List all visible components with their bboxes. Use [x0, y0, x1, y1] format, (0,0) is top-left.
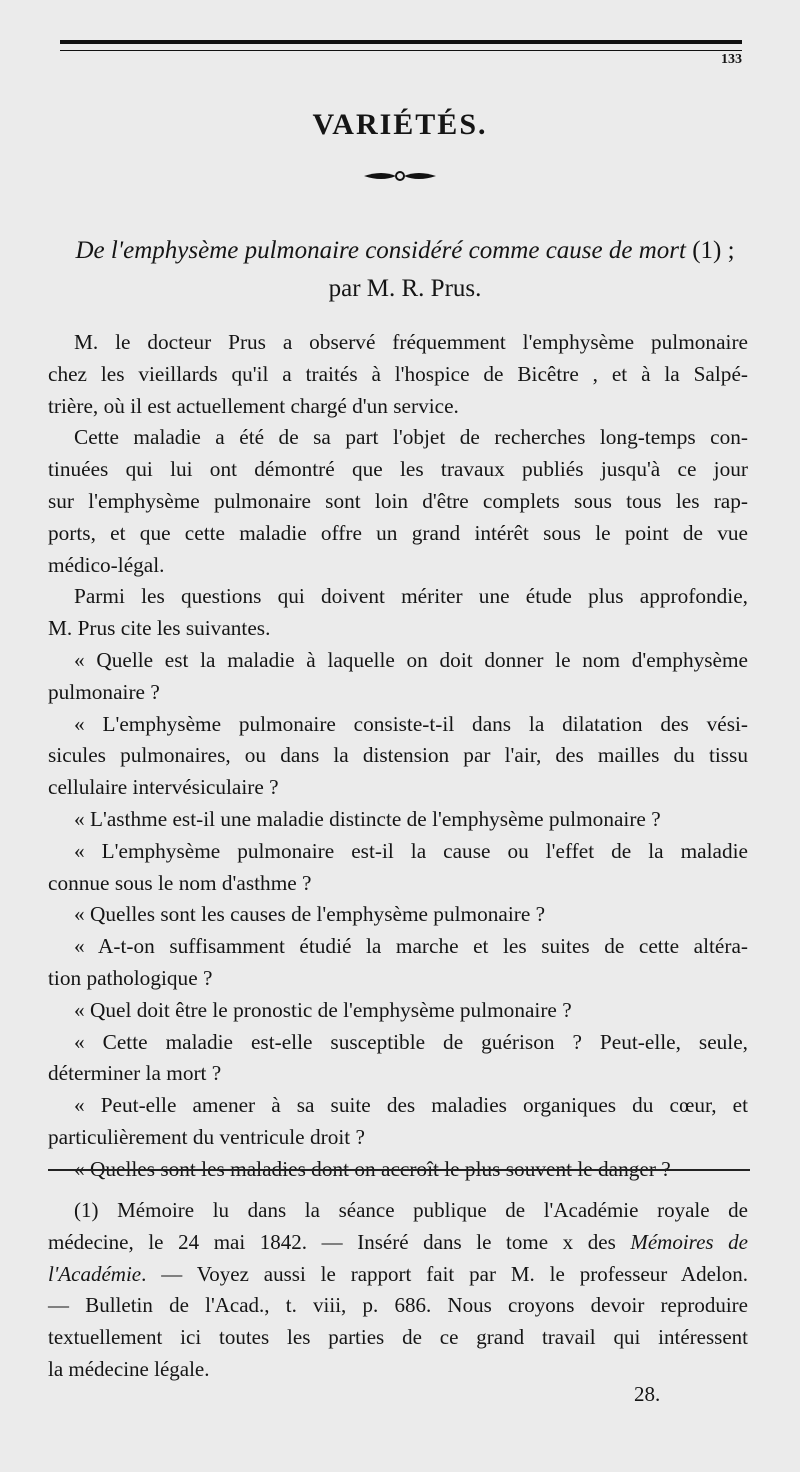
paragraph-line: M. Prus cite les suivantes. — [48, 616, 271, 641]
paragraph-line: sur l'emphysème pulmonaire sont loin d'être complets sous tous les rap- — [48, 488, 748, 513]
page-number: 28. — [634, 1382, 661, 1406]
header-thin-rule — [60, 50, 742, 51]
paragraph-line: déterminer la mort ? — [48, 1061, 222, 1086]
paragraph-line: « L'emphysème pulmonaire est-il la cause ou l'effet de la maladie — [74, 838, 748, 863]
paragraph-line: « L'emphysème pulmonaire consiste-t-il dans la dilatation des vési- — [74, 711, 748, 736]
section-title: VARIÉTÉS. — [312, 108, 488, 141]
footnote-line: (1) Mémoire lu dans la séance publique de l'Académie royale de — [74, 1198, 748, 1222]
article-title-author: (1) ; par M. R. Prus. — [328, 237, 735, 302]
paragraph-line: M. le docteur Prus a observé fréquemment l'emphysème pulmonaire — [74, 330, 748, 354]
paragraph-line: « Quelles sont les causes de l'emphysème pulmonaire ? — [74, 902, 546, 927]
article-title — [60, 232, 750, 308]
footnote-line: la médecine légale. — [48, 1356, 210, 1381]
ornament-icon — [362, 168, 438, 184]
paragraph-line: « Quelles sont les maladies dont on accroît le plus souvent le danger ? — [74, 1156, 671, 1181]
paragraph-line: trière, où il est actuellement chargé d'un service. — [48, 393, 459, 418]
footnote-line: l'Académie. — Voyez aussi le rapport fait par M. le professeur Adelon. — [48, 1261, 748, 1286]
paragraph-line: « Peut-elle amener à sa suite des maladies organiques du cœur, et — [74, 1093, 748, 1118]
paragraph-line: « L'asthme est-il une maladie distincte de l'emphysème pulmonaire ? — [74, 806, 661, 831]
paragraph-line: pulmonaire ? — [48, 679, 160, 704]
paragraph-line: connue sous le nom d'asthme ? — [48, 870, 312, 895]
paragraph-line: chez les vieillards qu'il a traités à l'hospice de Bicêtre , et à la Salpé- — [48, 361, 748, 386]
paragraph-line: tion pathologique ? — [48, 965, 213, 990]
paragraph-line: « A-t-on suffisamment étudié la marche et les suites de cette altéra- — [74, 934, 748, 959]
header-thick-rule — [60, 40, 742, 44]
article-title-italic: De l'emphysème pulmonaire considéré comme cause de mort — [75, 237, 686, 264]
footnote-separator — [48, 1169, 750, 1171]
paragraph-line: sicules pulmonaires, ou dans la distension par l'air, des mailles du tissu — [48, 743, 748, 768]
footnote — [48, 1195, 748, 1386]
paragraph-line: médico-légal. — [48, 552, 165, 577]
footnote-line: textuellement ici toutes les parties de ce grand travail qui intéressent — [48, 1325, 748, 1350]
paragraph-line: « Cette maladie est-elle susceptible de guérison ? Peut-elle, seule, — [74, 1029, 748, 1054]
footnote-line: — Bulletin de l'Acad., t. viii, p. 686. Nous croyons devoir reproduire — [48, 1293, 748, 1318]
paragraph-line: tinuées qui lui ont démontré que les travaux publiés jusqu'à ce jour — [48, 457, 748, 482]
paragraph-line: « Quelle est la maladie à laquelle on doit donner le nom d'emphysème — [74, 647, 748, 672]
paragraph-line: particulièrement du ventricule droit ? — [48, 1124, 365, 1149]
paragraph-line: Cette maladie a été de sa part l'objet de recherches long-temps con- — [74, 425, 748, 450]
paragraph-line: Parmi les questions qui doivent mériter une étude plus approfondie, — [74, 584, 748, 609]
paragraph-line: « Quel doit être le pronostic de l'emphysème pulmonaire ? — [74, 997, 572, 1022]
article-body — [48, 327, 748, 1186]
footnote-line: médecine, le 24 mai 1842. — Inséré dans le tome x des Mémoires de — [48, 1229, 748, 1254]
paragraph-line: cellulaire intervésiculaire ? — [48, 775, 279, 800]
paragraph-line: ports, et que cette maladie offre un grand intérêt sous le point de vue — [48, 520, 748, 545]
page-corner-number: 133 — [721, 52, 742, 67]
